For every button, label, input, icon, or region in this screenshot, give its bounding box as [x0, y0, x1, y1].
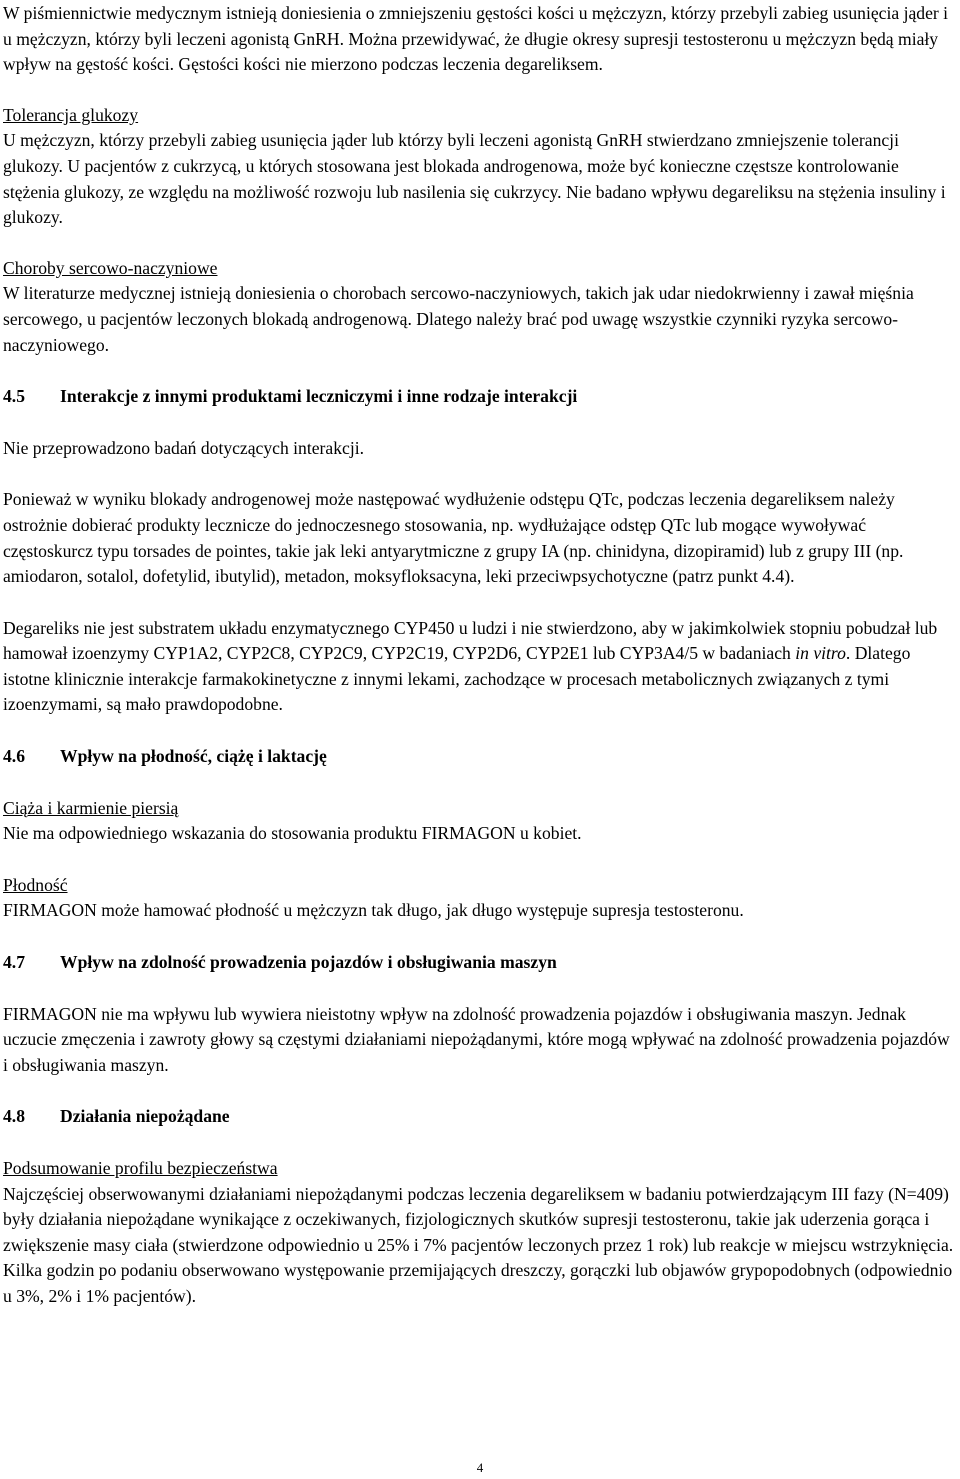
paragraph-glucose-tolerance: U mężczyzn, którzy przebyli zabieg usunięcia jąder lub którzy byli leczeni agonistą GnRH stwierdzano zmniejszenie tolerancji glukozy. U pacjentów z cukrzycą, u których stosowana jest blokada androgenowa, może być konieczne częstsze kontrolowanie stężenia glukozy, ze względu na możliwość rozwoju lub nasilenia się cukrzycy. Nie badano wpływu degareliksu na stężenia insuliny i glukozy. [3, 130, 946, 228]
heading-pregnancy: Ciąża i karmienie piersią [3, 797, 179, 818]
section-number: 4.6 [3, 746, 25, 767]
paragraph-safety-summary: Najczęściej obserwowanymi działaniami niepożądanymi podczas leczenia degareliksem w badaniu potwierdzającym III fazy (N=409) były działania niepożądane wynikające z oczekiwanych, fizjologicznych skutków supresji testosteronu, takie jak uderzenia gorąca i zwiększenie masy ciała (stwierdzone odpowiednio u 25% i 7% pacjentów leczonych przez 1 rok) lub reakcje w miejscu wstrzyknięcia. Kilka godzin po podaniu obserwowano występowanie przemijających dreszczy, gorączki lub objawów grypopodobnych (odpowiednio u 3%, 2% i 1% pacjentów). [3, 1183, 954, 1306]
text-run: Degareliks nie jest substratem układu enzymatycznego CYP450 u ludzi i nie stwierdzono, aby w jakimkolwiek stopniu pobudzał lub hamował izoenzymy CYP1A2, CYP2C8, CYP2C9, CYP2C19, CYP2D6, CYP2E1 lub CYP3A4/5 w badaniach [3, 617, 938, 664]
section-number: 4.5 [3, 386, 25, 407]
paragraph-cyp450 [3, 616, 958, 718]
section-heading-4-6 [3, 744, 958, 770]
text-run: . Dlatego istotne klinicznie interakcje farmakokinetyczne z innymi lekami, zachodzące w procesach metabolicznych związanych z tymi izoenzymami, są mało prawdopodobne. [3, 643, 911, 715]
section-title: Działania niepożądane [60, 1106, 230, 1127]
paragraph-bone-density: W piśmiennictwie medycznym istnieją doniesienia o zmniejszeniu gęstości kości u mężczyzn, którzy przebyli zabieg usunięcia jąder i u mężczyzn, którzy byli leczeni agonistą GnRH. Można przewidywać, że długie okresy supresji testosteronu u mężczyzn będą miały wpływ na gęstość kości. Gęstości kości nie mierzono podczas leczenia degareliksem. [3, 3, 949, 75]
text-run-italic: in vitro [795, 643, 846, 664]
document-page [3, 1, 958, 1310]
heading-fertility: Płodność [3, 874, 68, 895]
section-heading-4-7 [3, 950, 958, 976]
paragraph-pregnancy: Nie ma odpowiedniego wskazania do stosowania produktu FIRMAGON u kobiet. [3, 823, 582, 844]
section-number: 4.7 [3, 952, 25, 973]
paragraph-no-interaction-studies: Nie przeprowadzono badań dotyczących interakcji. [3, 437, 364, 458]
paragraph-cardiovascular: W literaturze medycznej istnieją doniesienia o chorobach sercowo-naczyniowych, takich jak udar niedokrwienny i zawał mięśnia sercowego, u pacjentów leczonych blokadą androgenową. Dlatego należy brać pod uwagę wszystkie czynniki ryzyka sercowo-naczyniowego. [3, 283, 914, 355]
heading-glucose-tolerance: Tolerancja glukozy [3, 104, 139, 125]
section-number: 4.8 [3, 1106, 25, 1127]
paragraph-fertility: FIRMAGON może hamować płodność u mężczyzn tak długo, jak długo występuje supresja testosteronu. [3, 900, 744, 921]
section-heading-4-8 [3, 1104, 958, 1130]
paragraph-driving: FIRMAGON nie ma wpływu lub wywiera nieistotny wpływ na zdolność prowadzenia pojazdów i obsługiwania maszyn. Jednak uczucie zmęczenia i zawroty głowy są częstymi działaniami niepożądanymi, które mogą wpływać na zdolność prowadzenia pojazdów i obsługiwania maszyn. [3, 1003, 950, 1075]
section-title: Interakcje z innymi produktami leczniczymi i inne rodzaje interakcji [60, 386, 578, 407]
page-number: 4 [476, 1460, 484, 1475]
section-title: Wpływ na płodność, ciążę i laktację [60, 746, 327, 767]
section-heading-4-5 [3, 384, 958, 410]
heading-safety-summary: Podsumowanie profilu bezpieczeństwa [3, 1158, 278, 1178]
heading-cardiovascular: Choroby sercowo-naczyniowe [3, 257, 218, 278]
section-title: Wpływ na zdolność prowadzenia pojazdów i obsługiwania maszyn [60, 952, 557, 973]
paragraph-qtc: Ponieważ w wyniku blokady androgenowej może następować wydłużenie odstępu QTc, podczas leczenia degareliksem należy ostrożnie dobierać produkty lecznicze do jednoczesnego stosowania, np. wydłużające odstęp QTc lub mogące wywoływać częstoskurcz typu torsades de pointes, takie jak leki antyarytmiczne z grupy IA (np. chinidyna, dizopiramid) lub z grupy III (np. amiodaron, sotalol, dofetylid, ibutylid), metadon, moksyfloksacyna, leki przeciwpsychotyczne (patrz punkt 4.4). [3, 489, 904, 587]
